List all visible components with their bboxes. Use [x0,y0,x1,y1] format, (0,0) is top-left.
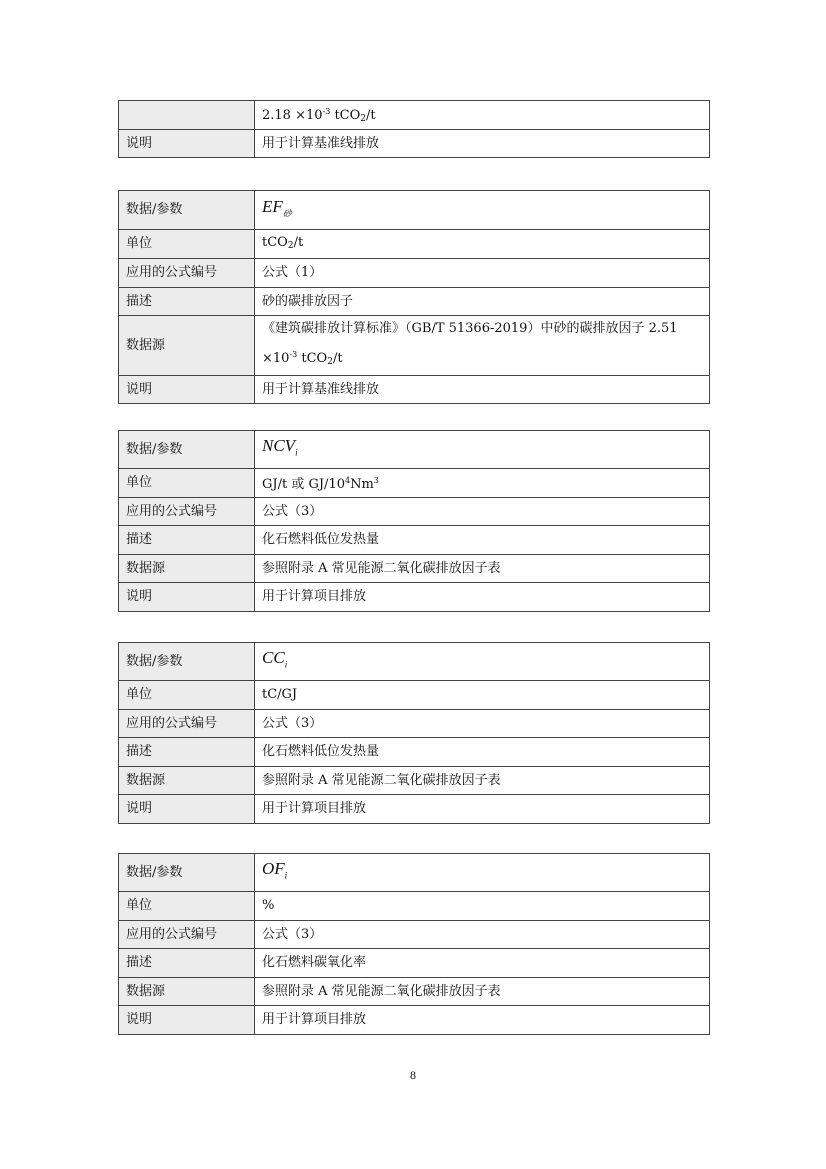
param-label: 数据/参数 [119,854,255,892]
desc-value: 砂的碳排放因子 [255,288,710,316]
param-label: 数据/参数 [119,191,255,230]
table-row [119,710,710,738]
table-row [119,583,710,612]
param-symbol: $OF_i$ [255,854,710,892]
table-ef-sand [118,190,710,404]
formula-value: 公式（1） [255,259,710,288]
table-row [119,643,710,681]
note-label: 说明 [119,583,255,612]
table-row [119,101,710,130]
table-row [119,892,710,921]
desc-value: 化石燃料低位发热量 [255,738,710,767]
note-label: 说明 [119,1006,255,1035]
table-of [118,853,710,1035]
formula-label: 应用的公式编号 [119,921,255,949]
desc-label: 描述 [119,288,255,316]
table-row [119,921,710,949]
unit-label: 单位 [119,681,255,710]
table-row [119,795,710,824]
param-symbol: $CC_i$ [255,643,710,681]
table-row [119,259,710,288]
unit-value: tC/GJ [255,681,710,710]
formula-value: 公式（3） [255,710,710,738]
table-row [119,555,710,583]
source-line-1: 《建筑碳排放计算标准》（GB/T 51366-2019）中砂的碳排放因子 2.51 [262,321,678,336]
table-cc [118,642,710,824]
formula-label: 应用的公式编号 [119,259,255,288]
formula-value: 公式（3） [255,921,710,949]
source-value [255,316,710,376]
unit-label: 单位 [119,892,255,921]
note-label: 说明 [119,376,255,404]
table-row [119,978,710,1006]
table-row [119,376,710,404]
param-symbol: $NCV_i$ [255,431,710,469]
param-label: 数据/参数 [119,431,255,469]
table-row [119,1006,710,1035]
note-value: 用于计算项目排放 [255,1006,710,1035]
unit-label: 单位 [119,230,255,259]
source-label: 数据源 [119,555,255,583]
formula-label: 应用的公式编号 [119,710,255,738]
desc-value: 化石燃料低位发热量 [255,526,710,555]
desc-label: 描述 [119,526,255,555]
note-label: 说明 [119,795,255,824]
desc-value: 化石燃料碳氧化率 [255,949,710,978]
source-label: 数据源 [119,316,255,376]
unit-value: GJ/t 或 $GJ/10^4Nm^3$ [255,469,710,498]
unit-label: 单位 [119,469,255,498]
table-row [119,130,710,158]
source-value: 参照附录 A 常见能源二氧化碳排放因子表 [255,978,710,1006]
table-row [119,498,710,526]
table-continued [118,100,710,158]
table-row [119,316,710,376]
table-row [119,191,710,230]
table-row [119,469,710,498]
source-value: 参照附录 A 常见能源二氧化碳排放因子表 [255,767,710,795]
source-label: 数据源 [119,767,255,795]
source-label: 数据源 [119,978,255,1006]
param-symbol: $EF_砂$ [255,191,710,230]
param-label: 数据/参数 [119,643,255,681]
source-line-2: $\times 10^{-3}$ tCO2/t [262,350,343,367]
note-value: 用于计算项目排放 [255,583,710,612]
table-row [119,854,710,892]
unit-value: tCO2/t [255,230,710,259]
desc-label: 描述 [119,738,255,767]
table-row [119,767,710,795]
source-value: 参照附录 A 常见能源二氧化碳排放因子表 [255,555,710,583]
unit-value: % [255,892,710,921]
page-number: 8 [410,1068,416,1082]
table-ncv [118,430,710,612]
note-value: 用于计算基准线排放 [255,130,710,158]
table-row [119,949,710,978]
note-value: 用于计算基准线排放 [255,376,710,404]
formula-label: 应用的公式编号 [119,498,255,526]
empty-label-cell [119,101,255,130]
table-row [119,288,710,316]
note-value: 用于计算项目排放 [255,795,710,824]
table-row [119,526,710,555]
table-row [119,230,710,259]
desc-label: 描述 [119,949,255,978]
formula-value: 公式（3） [255,498,710,526]
table-row [119,738,710,767]
value-cell: $2.18 \times 10^{-3}$ tCO2/t [255,101,710,130]
table-row [119,681,710,710]
table-row [119,431,710,469]
note-label: 说明 [119,130,255,158]
